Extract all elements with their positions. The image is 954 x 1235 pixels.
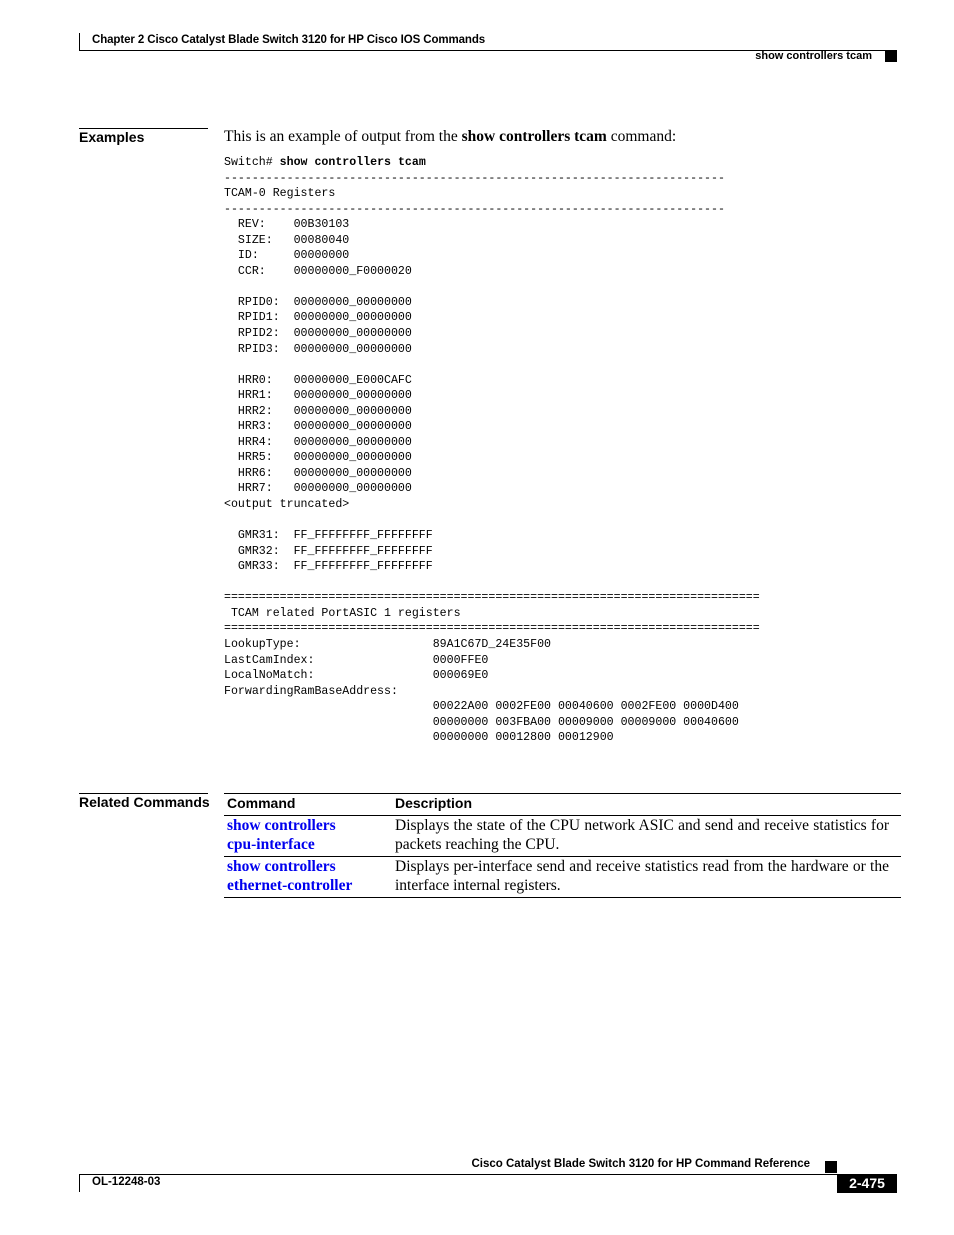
footer-rule xyxy=(79,1174,897,1175)
header-marker-block xyxy=(885,50,897,62)
intro-text-before: This is an example of output from the xyxy=(224,128,462,145)
footer-document-id: OL-12248-03 xyxy=(92,1176,161,1188)
command-description: Displays per-interface send and receive statistics read from the hardware or the interface internal registers. xyxy=(392,857,901,898)
cli-command: show controllers tcam xyxy=(279,156,426,169)
column-header-command: Command xyxy=(224,794,392,816)
header-left-bar xyxy=(79,33,80,51)
command-link-ethernet-controller[interactable]: show controllers ethernet-controller xyxy=(224,857,392,898)
cli-prompt: Switch# xyxy=(224,156,280,169)
table-header-row xyxy=(224,794,901,816)
intro-text-after: command: xyxy=(606,128,677,145)
footer-left-bar xyxy=(79,1174,80,1192)
footer-book-title: Cisco Catalyst Blade Switch 3120 for HP Command Reference xyxy=(471,1158,810,1170)
footer-page-number: 2-475 xyxy=(837,1174,897,1193)
examples-intro xyxy=(224,128,676,146)
table-row xyxy=(224,857,901,898)
examples-heading: Examples xyxy=(79,129,145,145)
intro-command: show controllers tcam xyxy=(461,128,607,145)
column-header-description: Description xyxy=(392,794,901,816)
related-commands-table xyxy=(224,793,901,898)
footer-marker-block xyxy=(825,1161,837,1173)
cli-output: ------------------------------------------------------------------------ TCAM-0 Registers ------------------------------------------------------------------------ REV: 00B30103 SIZE: 00080040 ID: 00000000 CCR: 00000000_F0000020 RPID0: 00000000_00000000 RPID1: 00000000_00000000 RPID2: 00000000_00000000 RPID3: 00000000_00000000 HRR0: 00000000_E000CAFC HRR1: 00000000_00000000 HRR2: 00000000_00000000 HRR3: 00000000_00000000 HRR4: 00000000_00000000 HRR5: 00000000_00000000 HRR6: 00000000_00000000 HRR7: 00000000_00000000 <output truncated> GMR31: FF_FFFFFFFF_FFFFFFFF GMR32: FF_FFFFFFFF_FFFFFFFF GMR33: FF_FFFFFFFF_FFFFFFFF ============================================================================= TCAM related PortASIC 1 registers ============================================================================= LookupType: 89A1C67D_24E35F00 LastCamIndex: 0000FFE0 LocalNoMatch: 000069E0 ForwardingRamBaseAddress: 00022A00 0002FE00 00040600 0002FE00 0000D400 00000000 003FBA00 00009000 00009000 00040600 00000000 00012800 00012900 xyxy=(224,171,760,745)
header-chapter-title: Chapter 2 Cisco Catalyst Blade Switch 3120 for HP Cisco IOS Commands xyxy=(92,34,486,46)
related-commands-heading: Related Commands xyxy=(79,794,210,810)
command-link-cpu-interface[interactable]: show controllers cpu-interface xyxy=(224,816,392,857)
header-section-title: show controllers tcam xyxy=(755,50,872,62)
command-description: Displays the state of the CPU network ASIC and send and receive statistics for packets reaching the CPU. xyxy=(392,816,901,857)
table-row xyxy=(224,816,901,857)
command-output-block xyxy=(224,155,760,746)
